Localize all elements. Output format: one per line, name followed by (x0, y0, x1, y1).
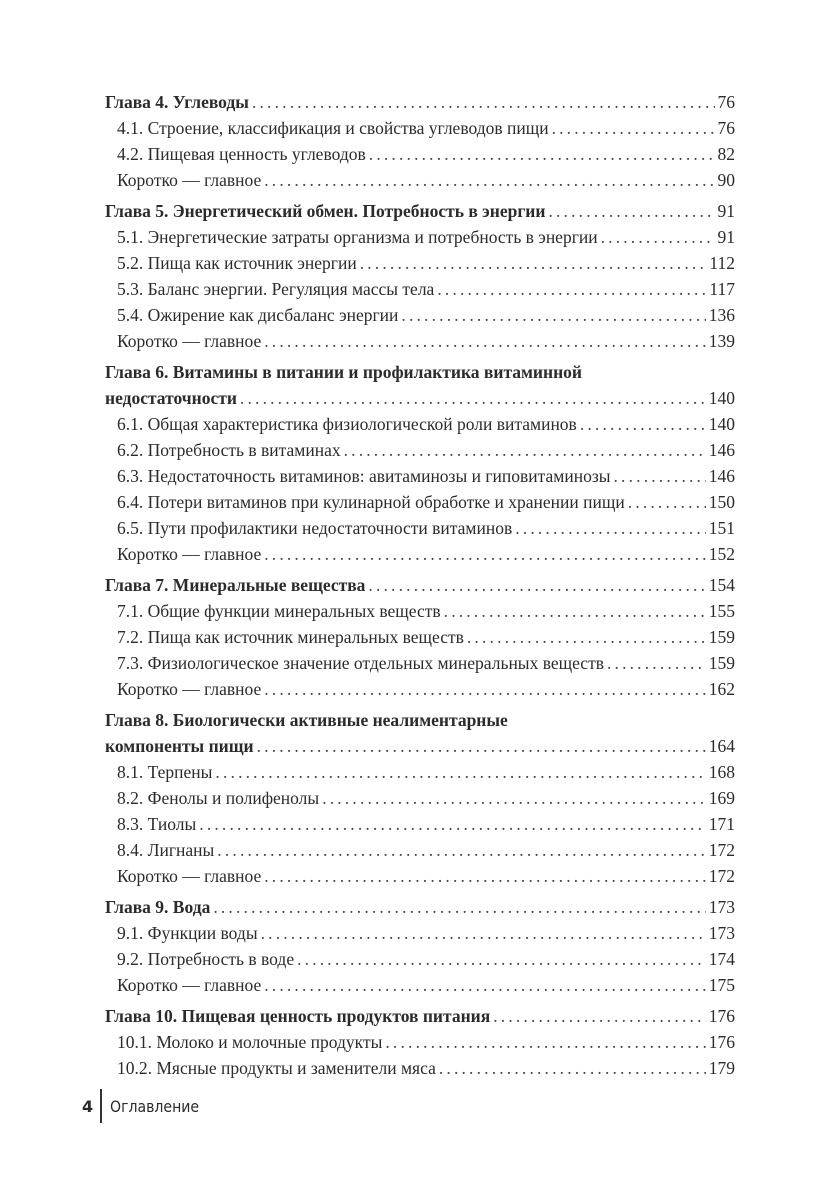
toc-chapter (105, 89, 735, 193)
dot-leader (252, 89, 715, 115)
section-page-number: 91 (717, 227, 735, 247)
chapter-title: Глава 5. Энергетический обмен. Потребность в энергии (105, 201, 546, 221)
section-page-number: 171 (708, 814, 735, 834)
dot-leader (444, 598, 706, 624)
dot-leader (493, 1003, 706, 1029)
dot-leader (369, 141, 715, 167)
dot-leader (580, 411, 706, 437)
section-page-number: 150 (708, 492, 735, 512)
section-title: Коротко — главное (117, 866, 262, 886)
section-title: Коротко — главное (117, 544, 262, 564)
section-page-number: 155 (708, 601, 735, 621)
section-title: Коротко — главное (117, 975, 262, 995)
toc-section-entry[interactable] (105, 224, 735, 250)
dot-leader (240, 385, 706, 411)
section-title: 7.3. Физиологическое значение отдельных минеральных веществ (117, 653, 604, 673)
dot-leader (552, 115, 715, 141)
toc-section-entry[interactable] (105, 411, 735, 437)
dot-leader (264, 676, 706, 702)
dot-leader (344, 437, 706, 463)
section-page-number: 112 (709, 253, 735, 273)
toc-chapter (105, 1003, 735, 1081)
footer-divider (100, 1089, 102, 1123)
section-title: Коротко — главное (117, 679, 262, 699)
section-page-number: 174 (708, 949, 735, 969)
section-page-number: 172 (708, 866, 735, 886)
chapter-page-number: 164 (708, 736, 735, 756)
toc-chapter-entry[interactable] (105, 894, 735, 920)
toc-chapter (105, 894, 735, 998)
toc-section-entry[interactable] (105, 302, 735, 328)
dot-leader (401, 302, 705, 328)
chapter-page-number: 140 (708, 388, 735, 408)
section-title: 7.1. Общие функции минеральных веществ (117, 601, 441, 621)
toc-chapter-entry[interactable] (105, 89, 735, 115)
toc-section-entry[interactable] (105, 167, 735, 193)
toc-chapter-entry[interactable] (105, 733, 735, 759)
dot-leader (257, 733, 706, 759)
section-title: 10.2. Мясные продукты и заменители мяса (117, 1058, 436, 1078)
section-title: 6.5. Пути профилактики недостаточности витаминов (117, 518, 513, 538)
section-title: 8.4. Лигнаны (117, 840, 215, 860)
dot-leader (264, 863, 706, 889)
dot-leader (199, 811, 705, 837)
section-title: 5.2. Пища как источник энергии (117, 253, 357, 273)
dot-leader (515, 515, 706, 541)
toc-chapter-entry[interactable] (105, 385, 735, 411)
section-title: 9.2. Потребность в воде (117, 949, 295, 969)
chapter-title: Глава 9. Вода (105, 897, 211, 917)
section-page-number: 146 (708, 466, 735, 486)
page-footer (82, 1089, 211, 1123)
toc-chapter-entry[interactable] (105, 1003, 735, 1029)
section-page-number: 173 (708, 923, 735, 943)
dot-leader (264, 541, 706, 567)
section-page-number: 139 (708, 331, 735, 351)
chapter-title: компоненты пищи (105, 736, 254, 756)
toc-section-entry[interactable] (105, 972, 735, 998)
section-page-number: 175 (708, 975, 735, 995)
dot-leader (360, 250, 707, 276)
section-page-number: 172 (708, 840, 735, 860)
toc-section-entry[interactable] (105, 1029, 735, 1055)
section-title: 6.3. Недостаточность витаминов: авитаминозы и гиповитаминозы (117, 466, 611, 486)
section-title: 6.4. Потери витаминов при кулинарной обработке и хранении пищи (117, 492, 625, 512)
chapter-page-number: 154 (708, 575, 735, 595)
toc-section-entry[interactable] (105, 863, 735, 889)
toc-section-entry[interactable] (105, 920, 735, 946)
toc-section-entry[interactable] (105, 541, 735, 567)
dot-leader (215, 759, 705, 785)
toc-section-entry[interactable] (105, 328, 735, 354)
toc-section-entry[interactable] (105, 598, 735, 624)
toc-chapter-title-line (105, 359, 735, 385)
chapter-page-number: 91 (717, 201, 735, 221)
chapter-page-number: 176 (708, 1006, 735, 1026)
section-page-number: 146 (708, 440, 735, 460)
section-page-number: 169 (708, 788, 735, 808)
section-title: 5.1. Энергетические затраты организма и потребность в энергии (117, 227, 598, 247)
section-page-number: 179 (708, 1058, 735, 1078)
section-page-number: 82 (717, 144, 735, 164)
toc-section-entry[interactable] (105, 489, 735, 515)
toc-section-entry[interactable] (105, 463, 735, 489)
toc-section-entry[interactable] (105, 624, 735, 650)
toc-section-entry[interactable] (105, 515, 735, 541)
section-page-number: 159 (708, 627, 735, 647)
section-title: 4.1. Строение, классификация и свойства углеводов пищи (117, 118, 549, 138)
section-title: 6.1. Общая характеристика физиологической роли витаминов (117, 414, 577, 434)
section-title: 8.2. Фенолы и полифенолы (117, 788, 320, 808)
dot-leader (322, 785, 706, 811)
dot-leader (213, 894, 705, 920)
chapter-page-number: 173 (708, 897, 735, 917)
section-page-number: 117 (709, 279, 735, 299)
toc-section-entry[interactable] (105, 837, 735, 863)
dot-leader (217, 837, 705, 863)
chapter-title: Глава 4. Углеводы (105, 92, 249, 112)
section-title: 8.3. Тиолы (117, 814, 197, 834)
dot-leader (297, 946, 706, 972)
section-title: 9.1. Функции воды (117, 923, 258, 943)
chapter-title: Глава 6. Витамины в питании и профилактика витаминной (105, 362, 583, 382)
chapter-title: недостаточности (105, 388, 237, 408)
toc-section-entry[interactable] (105, 676, 735, 702)
dot-leader (628, 489, 706, 515)
chapter-title: Глава 7. Минеральные вещества (105, 575, 366, 595)
dot-leader (264, 167, 714, 193)
dot-leader (601, 224, 715, 250)
chapter-page-number: 76 (717, 92, 735, 112)
dot-leader (614, 463, 706, 489)
section-title: 4.2. Пищевая ценность углеводов (117, 144, 366, 164)
dot-leader (437, 276, 706, 302)
toc-section-entry[interactable] (105, 1055, 735, 1081)
section-title: 7.2. Пища как источник минеральных веществ (117, 627, 464, 647)
chapter-title: Глава 8. Биологически активные неалиментарные (105, 710, 508, 730)
chapter-title: Глава 10. Пищевая ценность продуктов питания (105, 1006, 491, 1026)
toc-section-entry[interactable] (105, 650, 735, 676)
toc-section-entry[interactable] (105, 276, 735, 302)
section-page-number: 168 (708, 762, 735, 782)
toc-section-entry[interactable] (105, 141, 735, 167)
section-page-number: 151 (708, 518, 735, 538)
toc-chapter-entry[interactable] (105, 198, 735, 224)
section-title: Коротко — главное (117, 331, 262, 351)
dot-leader (548, 198, 714, 224)
toc-section-entry[interactable] (105, 115, 735, 141)
section-title: Коротко — главное (117, 170, 262, 190)
running-title: Оглавление (110, 1096, 200, 1116)
toc-chapter (105, 572, 735, 702)
dot-leader (368, 572, 705, 598)
dot-leader (261, 920, 706, 946)
section-page-number: 136 (708, 305, 735, 325)
toc-chapter-title-line (105, 707, 735, 733)
section-title: 10.1. Молоко и молочные продукты (117, 1032, 383, 1052)
table-of-contents (105, 89, 735, 1086)
dot-leader (467, 624, 706, 650)
dot-leader (607, 650, 706, 676)
dot-leader (439, 1055, 706, 1081)
dot-leader (385, 1029, 705, 1055)
toc-section-entry[interactable] (105, 811, 735, 837)
section-page-number: 176 (708, 1032, 735, 1052)
toc-chapter (105, 359, 735, 567)
toc-section-entry[interactable] (105, 946, 735, 972)
toc-section-entry[interactable] (105, 437, 735, 463)
page-number: 4 (82, 1096, 94, 1116)
section-title: 8.1. Терпены (117, 762, 213, 782)
section-title: 5.4. Ожирение как дисбаланс энергии (117, 305, 399, 325)
toc-section-entry[interactable] (105, 759, 735, 785)
toc-chapter (105, 198, 735, 354)
section-page-number: 90 (717, 170, 735, 190)
toc-section-entry[interactable] (105, 785, 735, 811)
toc-chapter (105, 707, 735, 889)
section-page-number: 152 (708, 544, 735, 564)
dot-leader (264, 972, 706, 998)
section-page-number: 76 (717, 118, 735, 138)
toc-chapter-entry[interactable] (105, 572, 735, 598)
section-page-number: 162 (708, 679, 735, 699)
section-title: 5.3. Баланс энергии. Регуляция массы тела (117, 279, 435, 299)
dot-leader (264, 328, 706, 354)
section-title: 6.2. Потребность в витаминах (117, 440, 341, 460)
section-page-number: 159 (708, 653, 735, 673)
section-page-number: 140 (708, 414, 735, 434)
toc-section-entry[interactable] (105, 250, 735, 276)
